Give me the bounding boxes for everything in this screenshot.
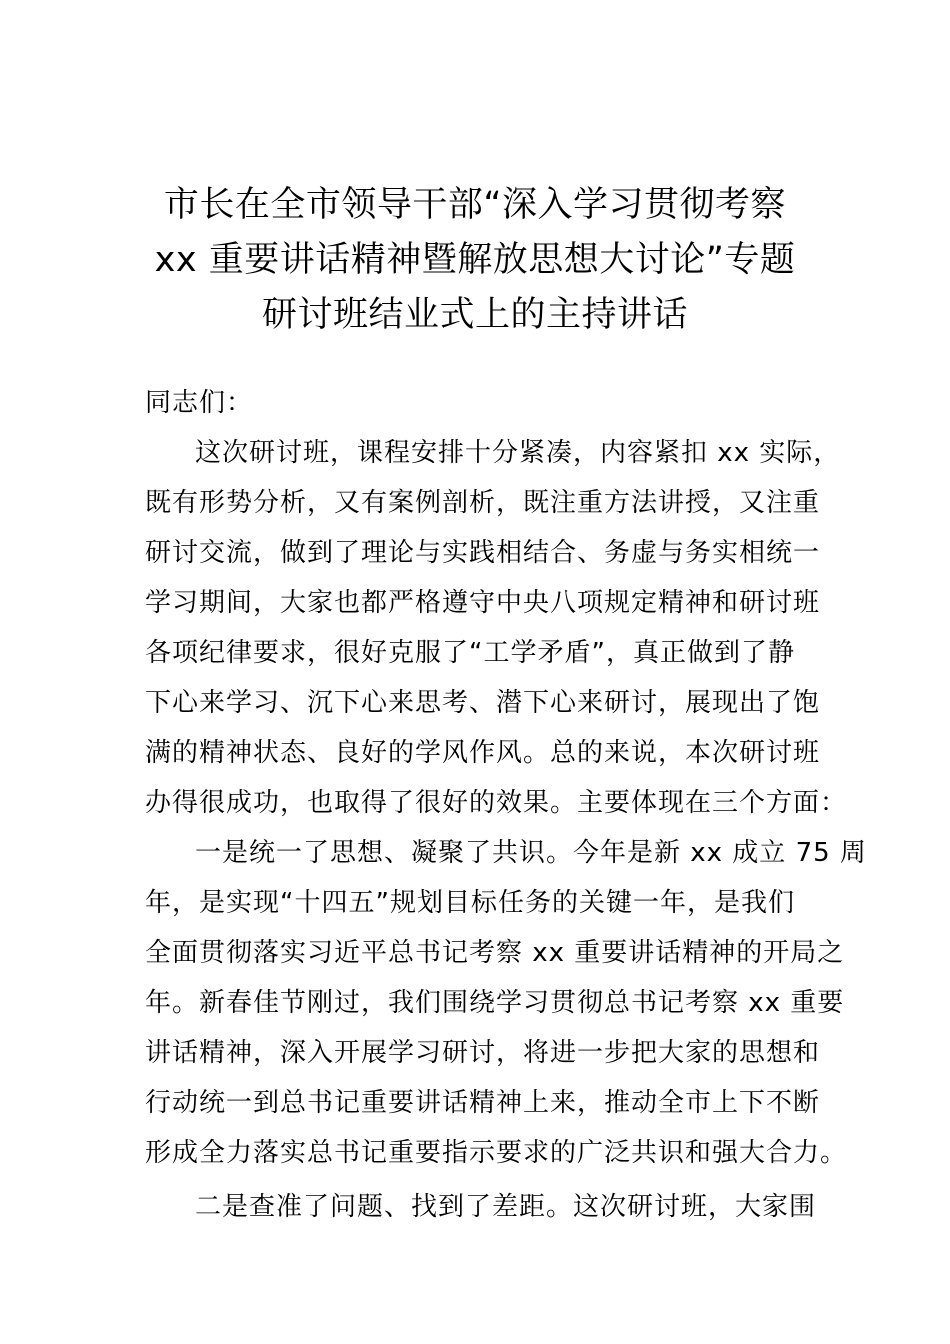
paragraph-line: 二是查准了问题、找到了差距。这次研讨班，大家围 <box>195 1192 817 1222</box>
paragraph-line: 各项纪律要求，很好克服了“工学矛盾”，真正做到了静 <box>145 638 795 668</box>
paragraph-2 <box>145 828 867 1178</box>
title-line: 研讨班结业式上的主持讲话 <box>261 295 688 335</box>
paragraph-line: 行动统一到总书记重要讲话精神上来，推动全市上下不断 <box>145 1088 821 1118</box>
title-line: 市长在全市领导干部“深入学习贯彻考察 <box>163 185 787 225</box>
title-line: xx 重要讲话精神暨解放思想大讨论”专题 <box>154 240 796 280</box>
paragraph-3 <box>145 1182 815 1232</box>
greeting: 同志们： <box>145 388 254 418</box>
paragraph-1 <box>145 428 848 828</box>
paragraph-line: 年，是实现“十四五”规划目标任务的关键一年，是我们 <box>145 888 795 918</box>
paragraph-line: 形成全力落实总书记重要指示要求的广泛共识和强大合力。 <box>145 1138 848 1168</box>
paragraph-line: 满的精神状态、良好的学风作风。总的来说，本次研讨班 <box>145 738 821 768</box>
paragraph-line: 办得很成功，也取得了很好的效果。主要体现在三个方面： <box>145 788 848 818</box>
paragraph-line: 年。新春佳节刚过，我们围绕学习贯彻总书记考察 xx 重要 <box>145 988 845 1018</box>
paragraph-line: 这次研讨班，课程安排十分紧凑，内容紧扣 xx 实际， <box>195 438 841 468</box>
paragraph-line: 学习期间，大家也都严格遵守中央八项规定精神和研讨班 <box>145 588 821 618</box>
paragraph-line: 下心来学习、沉下心来思考、潜下心来研讨，展现出了饱 <box>145 688 821 718</box>
paragraph-line: 全面贯彻落实习近平总书记考察 xx 重要讲话精神的开局之 <box>145 938 845 968</box>
paragraph-line: 一是统一了思想、凝聚了共识。今年是新 xx 成立 75 周 <box>195 838 867 868</box>
paragraph-line: 既有形势分析，又有案例剖析，既注重方法讲授，又注重 <box>145 488 821 518</box>
paragraph-line: 讲话精神，深入开展学习研讨，将进一步把大家的思想和 <box>145 1038 821 1068</box>
document-body <box>145 378 867 1232</box>
paragraph-line: 研讨交流，做到了理论与实践相结合、务虚与务实相统一 <box>145 538 821 568</box>
document-title <box>140 178 810 343</box>
